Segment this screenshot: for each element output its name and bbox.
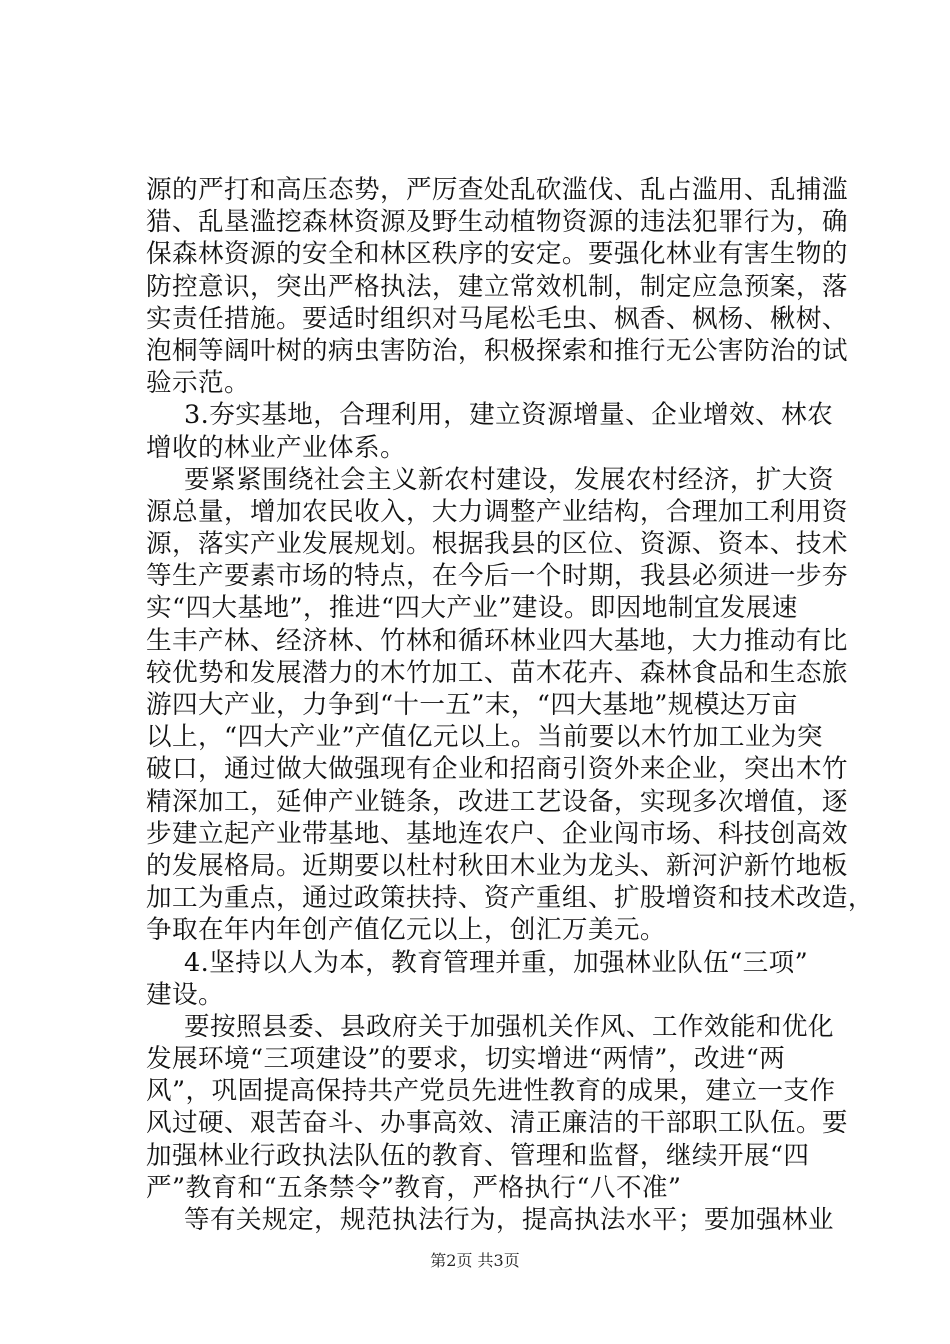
text-line: 3.夯实基地，合理利用，建立资源增量、企业增效、林农 [184, 400, 834, 431]
text-line: 建设。 [146, 979, 224, 1010]
text-line: 争取在年内年创产值亿元以上，创汇万美元。 [146, 915, 666, 946]
text-line: 较优势和发展潜力的木竹加工、苗木花卉、森林食品和生态旅 [146, 657, 848, 688]
text-line: 4.坚持以人为本，教育管理并重，加强林业队伍“三项” [184, 947, 809, 978]
text-line: 保森林资源的安全和林区秩序的安定。要强化林业有害生物的 [146, 239, 848, 270]
text-line: 泡桐等阔叶树的病虫害防治，积极探索和推行无公害防治的试 [146, 335, 848, 366]
text-line: 要紧紧围绕社会主义新农村建设，发展农村经济，扩大资 [184, 464, 834, 495]
text-line: 要按照县委、县政府关于加强机关作风、工作效能和优化 [184, 1011, 834, 1042]
text-line: 验示范。 [146, 368, 250, 399]
text-line: 发展环境“三项建设”的要求，切实增进“两情”，改进“两 [146, 1044, 786, 1075]
document-body [146, 174, 874, 1236]
text-line: 加工为重点，通过政策扶持、资产重组、扩股增资和技术改造， [146, 883, 874, 914]
text-line: 猎、乱垦滥挖森林资源及野生动植物资源的违法犯罪行为，确 [146, 207, 848, 238]
text-line: 等有关规定，规范执法行为，提高执法水平；要加强林业 [184, 1205, 834, 1235]
text-line: 的发展格局。近期要以杜村秋田木业为龙头、新河沪新竹地板 [146, 850, 848, 881]
text-line: 精深加工，延伸产业链条，改进工艺设备，实现多次增值，逐 [146, 786, 848, 817]
page-footer: 第2页 共3页 [430, 1251, 520, 1270]
text-line: 严”教育和“五条禁令”教育，严格执行“八不准” [146, 1172, 682, 1203]
text-line: 加强林业行政执法队伍的教育、管理和监督，继续开展“四 [146, 1140, 810, 1171]
text-line: 生丰产林、经济林、竹林和循环林业四大基地，大力推动有比 [146, 625, 848, 656]
text-line: 等生产要素市场的特点，在今后一个时期，我县必须进一步夯 [146, 561, 848, 592]
text-line: 风”，巩固提高保持共产党员先进性教育的成果，建立一支作 [146, 1076, 836, 1107]
text-line: 增收的林业产业体系。 [146, 432, 406, 463]
text-line: 实责任措施。要适时组织对马尾松毛虫、枫香、枫杨、楸树、 [146, 303, 848, 334]
text-line: 源，落实产业发展规划。根据我县的区位、资源、资本、技术 [146, 529, 848, 560]
text-line: 游四大产业，力争到“十一五”末，“四大基地”规模达万亩 [146, 690, 798, 720]
text-line: 步建立起产业带基地、基地连农户、企业闯市场、科技创高效 [146, 818, 848, 849]
text-line: 源的严打和高压态势，严厉查处乱砍滥伐、乱占滥用、乱捕滥 [146, 175, 848, 205]
text-line: 破口，通过做大做强现有企业和招商引资外来企业，突出木竹 [146, 754, 848, 785]
text-line: 防控意识，突出严格执法，建立常效机制，制定应急预案，落 [146, 271, 848, 302]
text-line: 以上，“四大产业”产值亿元以上。当前要以木竹加工业为突 [146, 722, 823, 753]
text-line: 实“四大基地”，推进“四大产业”建设。即因地制宜发展速 [146, 593, 798, 624]
text-line: 风过硬、艰苦奋斗、办事高效、清正廉洁的干部职工队伍。要 [146, 1108, 848, 1139]
text-line: 源总量，增加农民收入，大力调整产业结构，合理加工利用资 [146, 496, 848, 527]
